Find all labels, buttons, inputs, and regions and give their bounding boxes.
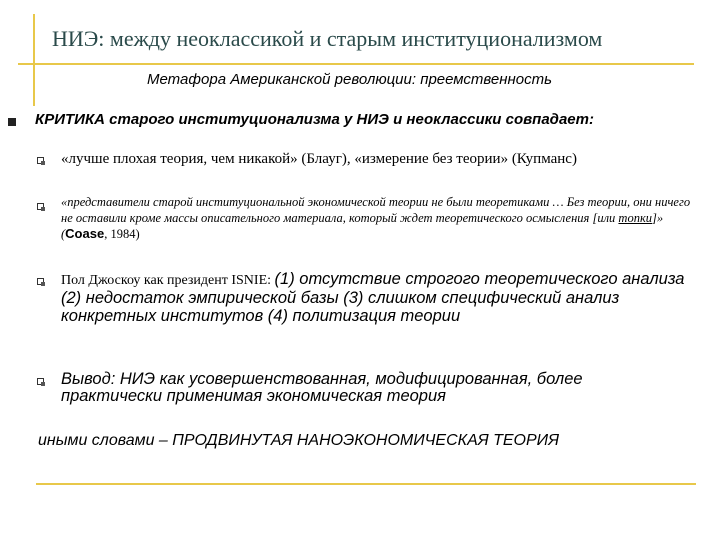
- slide-title: НИЭ: между неоклассикой и старым институционализмом: [52, 26, 603, 51]
- frame-vertical-line: [33, 14, 35, 106]
- hollow-square-bullet-icon: [37, 203, 44, 210]
- list-item-4: Вывод: НИЭ как усовершенствованная, модифицированная, более практически применимая экономическая теория: [61, 370, 583, 405]
- square-bullet-icon: [8, 118, 16, 126]
- joskow-lead: Пол Джоскоу как президент ISNIE:: [61, 273, 275, 288]
- joskow-points: (1) отсутствие строгого теоретического анализа (2) недостаток эмпирической базы (3) слишком специфический анализ конкретных институтов (4) политизация теории: [61, 270, 685, 325]
- conclusion-text: иными словами – ПРОДВИНУТАЯ НАНОЭКОНОМИЧЕСКАЯ ТЕОРИЯ: [38, 432, 560, 449]
- hollow-square-bullet-icon: [37, 378, 44, 385]
- coase-year: , 1984): [104, 227, 140, 241]
- bottom-divider-line: [36, 483, 696, 485]
- list-item-3: [61, 271, 697, 326]
- hollow-square-bullet-icon: [37, 157, 44, 164]
- main-point: КРИТИКА старого институционализма у НИЭ и неоклассики совпадает:: [35, 111, 594, 128]
- coase-quote-underlined: топки: [618, 210, 653, 225]
- list-item-1: «лучше плохая теория, чем никакой» (Блауг), «измерение без теории» (Купманс): [61, 151, 577, 167]
- slide-subtitle: Метафора Американской революции: преемственность: [147, 71, 552, 88]
- coase-quote-part2: ]» (: [61, 210, 664, 241]
- coase-quote-part1: «представители старой институциональной экономической теории не были теоретиками … Без теории, они ничего не оставили кроме массы описательного материала, который ждет теоретического осмысления [или: [61, 195, 691, 225]
- list-item-2: [61, 195, 697, 243]
- title-underline: [18, 63, 694, 65]
- coase-author: Coase: [65, 226, 105, 241]
- hollow-square-bullet-icon: [37, 278, 44, 285]
